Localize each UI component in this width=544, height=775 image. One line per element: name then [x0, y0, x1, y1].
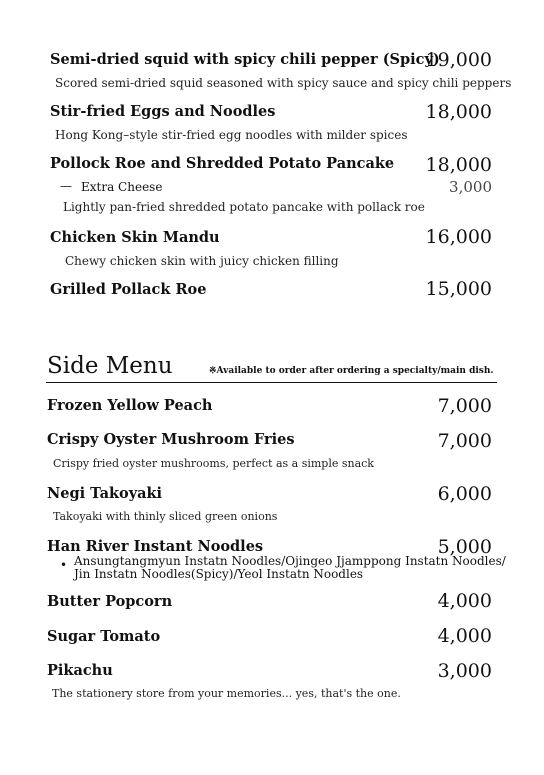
item-description: Hong Kong–style stir-fried egg noodles with milder spices: [55, 128, 408, 142]
item-price: 3,000: [437, 660, 492, 682]
item-name: Han River Instant Noodles: [47, 538, 264, 555]
item-price: 4,000: [437, 625, 492, 647]
item-price: 18,000: [425, 154, 492, 176]
item-description: Takoyaki with thinly sliced green onions: [53, 510, 278, 523]
item-price: 19,000: [425, 49, 492, 71]
item-price: 7,000: [437, 395, 492, 417]
item-price: 16,000: [425, 226, 492, 248]
item-description: Crispy fried oyster mushrooms, perfect as a simple snack: [53, 457, 374, 470]
section-title: Side Menu: [47, 353, 173, 379]
addon-name: Extra Cheese: [81, 180, 163, 194]
item-price: 7,000: [437, 430, 492, 452]
item-name: Negi Takoyaki: [47, 485, 163, 502]
item-name: Semi-dried squid with spicy chili pepper (Spicy): [50, 51, 440, 68]
item-description: The stationery store from your memories... yes, that's the one.: [52, 687, 401, 700]
item-name: Butter Popcorn: [47, 593, 173, 610]
item-name: Chicken Skin Mandu: [50, 229, 220, 246]
item-price: 6,000: [437, 483, 492, 505]
section-note: ※Available to order after ordering a specialty/main dish.: [209, 366, 494, 376]
item-name: Pollock Roe and Shredded Potato Pancake: [50, 155, 395, 172]
item-name: Sugar Tomato: [47, 628, 161, 645]
item-description: Lightly pan-fried shredded potato pancake with pollack roe: [63, 200, 425, 214]
item-name: Crispy Oyster Mushroom Fries: [47, 431, 295, 448]
item-description: Scored semi-dried squid seasoned with spicy sauce and spicy chili peppers: [55, 76, 512, 90]
item-name: Pikachu: [47, 662, 113, 679]
bullet-text-line: Ansungtangmyun Instatn Noodles/Ojingeo Jjamppong Instatn Noodles/: [74, 554, 506, 568]
addon-dash: —: [60, 179, 72, 193]
item-price: 18,000: [425, 101, 492, 123]
section-divider: [46, 382, 497, 383]
item-price: 4,000: [437, 590, 492, 612]
item-price: 5,000: [437, 536, 492, 558]
bullet-icon: •: [60, 558, 68, 572]
item-description: Chewy chicken skin with juicy chicken filling: [65, 254, 339, 268]
bullet-text-line: Jin Instatn Noodles(Spicy)/Yeol Instatn Noodles: [74, 567, 364, 581]
item-name: Frozen Yellow Peach: [47, 397, 213, 414]
addon-price: 3,000: [449, 178, 492, 196]
item-name: Stir-fried Eggs and Noodles: [50, 103, 276, 120]
item-price: 15,000: [425, 278, 492, 300]
item-name: Grilled Pollack Roe: [50, 281, 207, 298]
